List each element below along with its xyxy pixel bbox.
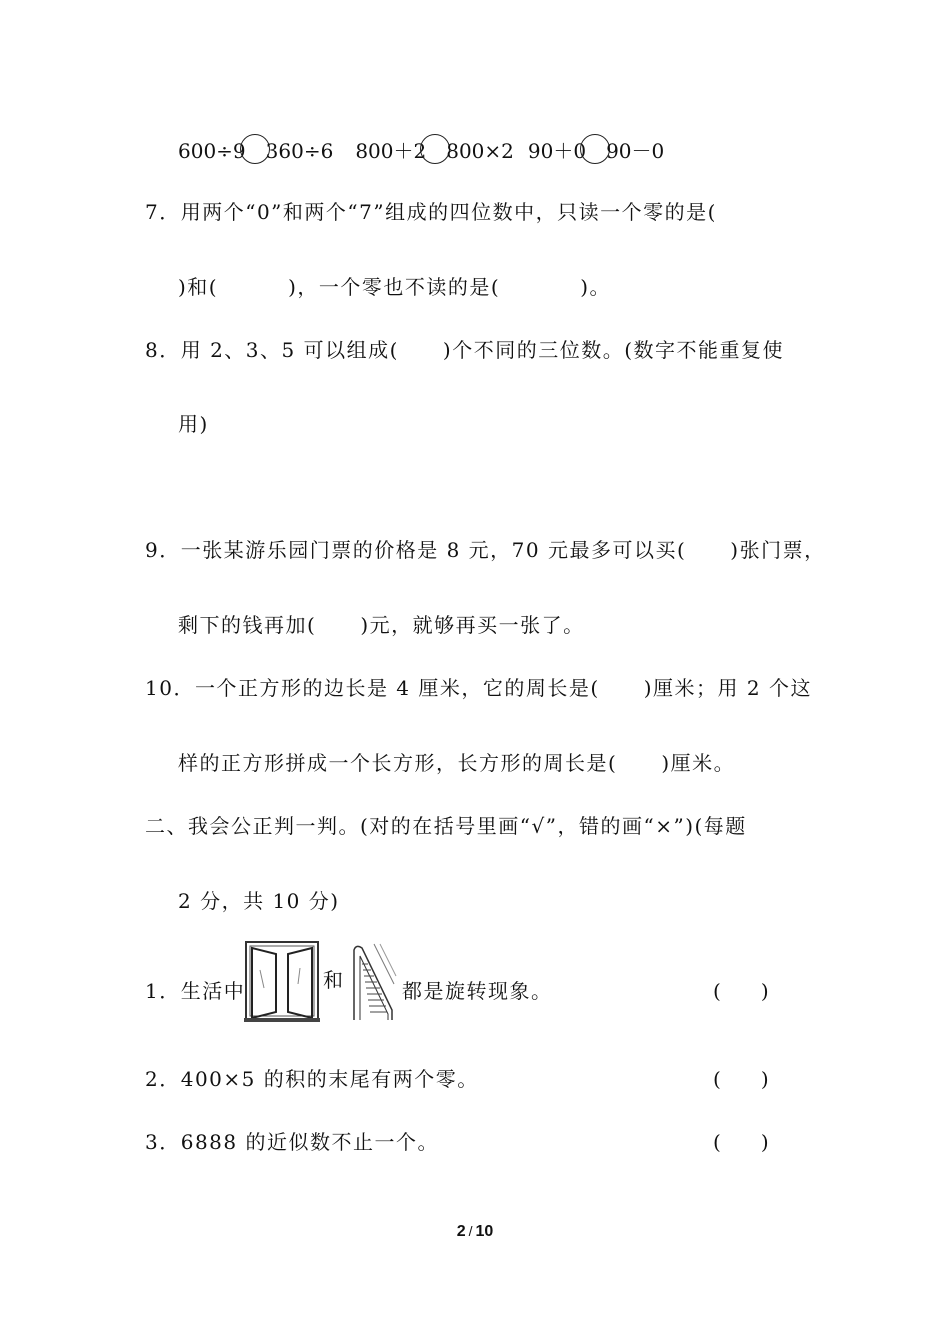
q10-text-c: 样的正方形拼成一个长方形，长方形的周长是( (178, 751, 618, 775)
q7-line1: 7．用两个“0”和两个“7”组成的四位数中，只读一个零的是( (145, 200, 717, 224)
page-number (0, 1223, 950, 1241)
j1-paren-open: ( (713, 979, 721, 1003)
q7-text-b: )，一个零也不读的是( (288, 275, 501, 299)
q9-line1 (145, 536, 826, 564)
j2-paren-close: ) (760, 1067, 769, 1091)
j2-paren-open: ( (713, 1067, 721, 1091)
q10-text-a: 10．一个正方形的边长是 4 厘米，它的周长是( (145, 676, 600, 700)
j1-prefix: 1．生活中 (145, 979, 246, 1003)
j2-text: 2．400×5 的积的末尾有两个零。 (145, 1067, 479, 1091)
q8-line1 (145, 336, 784, 364)
compare-1-left: 600÷9 (178, 139, 246, 163)
j1-paren-close: ) (760, 979, 769, 1003)
q7-text-a: )和( (178, 275, 219, 299)
j3-text: 3．6888 的近似数不止一个。 (145, 1130, 439, 1154)
compare-3-left: 90＋0 (527, 139, 587, 163)
total-pages: 10 (475, 1223, 494, 1240)
q8-line2: 用) (178, 412, 209, 436)
q10-line1 (145, 674, 812, 702)
q9-text-a: 9．一张某游乐园门票的价格是 8 元，70 元最多可以买( (145, 538, 687, 562)
compare-row (178, 134, 664, 165)
compare-3-right: 90－0 (606, 139, 665, 163)
q8-text-a: 8．用 2、3、5 可以组成( (145, 338, 399, 362)
j3-paren-close: ) (760, 1130, 769, 1154)
compare-1-right: 360÷6 (265, 139, 334, 163)
q7-text-c: )。 (580, 275, 612, 299)
window-image (244, 940, 320, 1022)
q10-text-d: )厘米。 (661, 751, 736, 775)
q9-text-d: )元，就够再买一张了。 (360, 613, 585, 637)
j1-and: 和 (323, 968, 345, 992)
q10-text-b: )厘米；用 2 个这 (643, 676, 812, 700)
compare-2-right: 800×2 (446, 139, 514, 163)
j1-answer-paren[interactable] (713, 977, 769, 1005)
q9-line2 (178, 611, 585, 639)
section2-heading-line1: 二、我会公正判一判。(对的在括号里画“√”，错的画“×”)(每题 (145, 814, 747, 838)
section2-heading-line2: 2 分，共 10 分) (178, 889, 340, 913)
j2-answer-paren[interactable] (713, 1065, 769, 1093)
q9-text-b: )张门票， (730, 538, 826, 562)
q8-text-b: )个不同的三位数。(数字不能重复使 (442, 338, 785, 362)
page-separator: / (468, 1223, 473, 1239)
j1-suffix: 都是旋转现象。 (402, 979, 553, 1003)
j3-paren-open: ( (713, 1130, 721, 1154)
escalator-image (350, 940, 400, 1022)
j3-answer-paren[interactable] (713, 1128, 769, 1156)
q10-line2 (178, 749, 735, 777)
q9-text-c: 剩下的钱再加( (178, 613, 317, 637)
compare-2-left: 800＋2 (355, 139, 427, 163)
current-page: 2 (456, 1223, 466, 1240)
q7-line2 (178, 273, 611, 301)
